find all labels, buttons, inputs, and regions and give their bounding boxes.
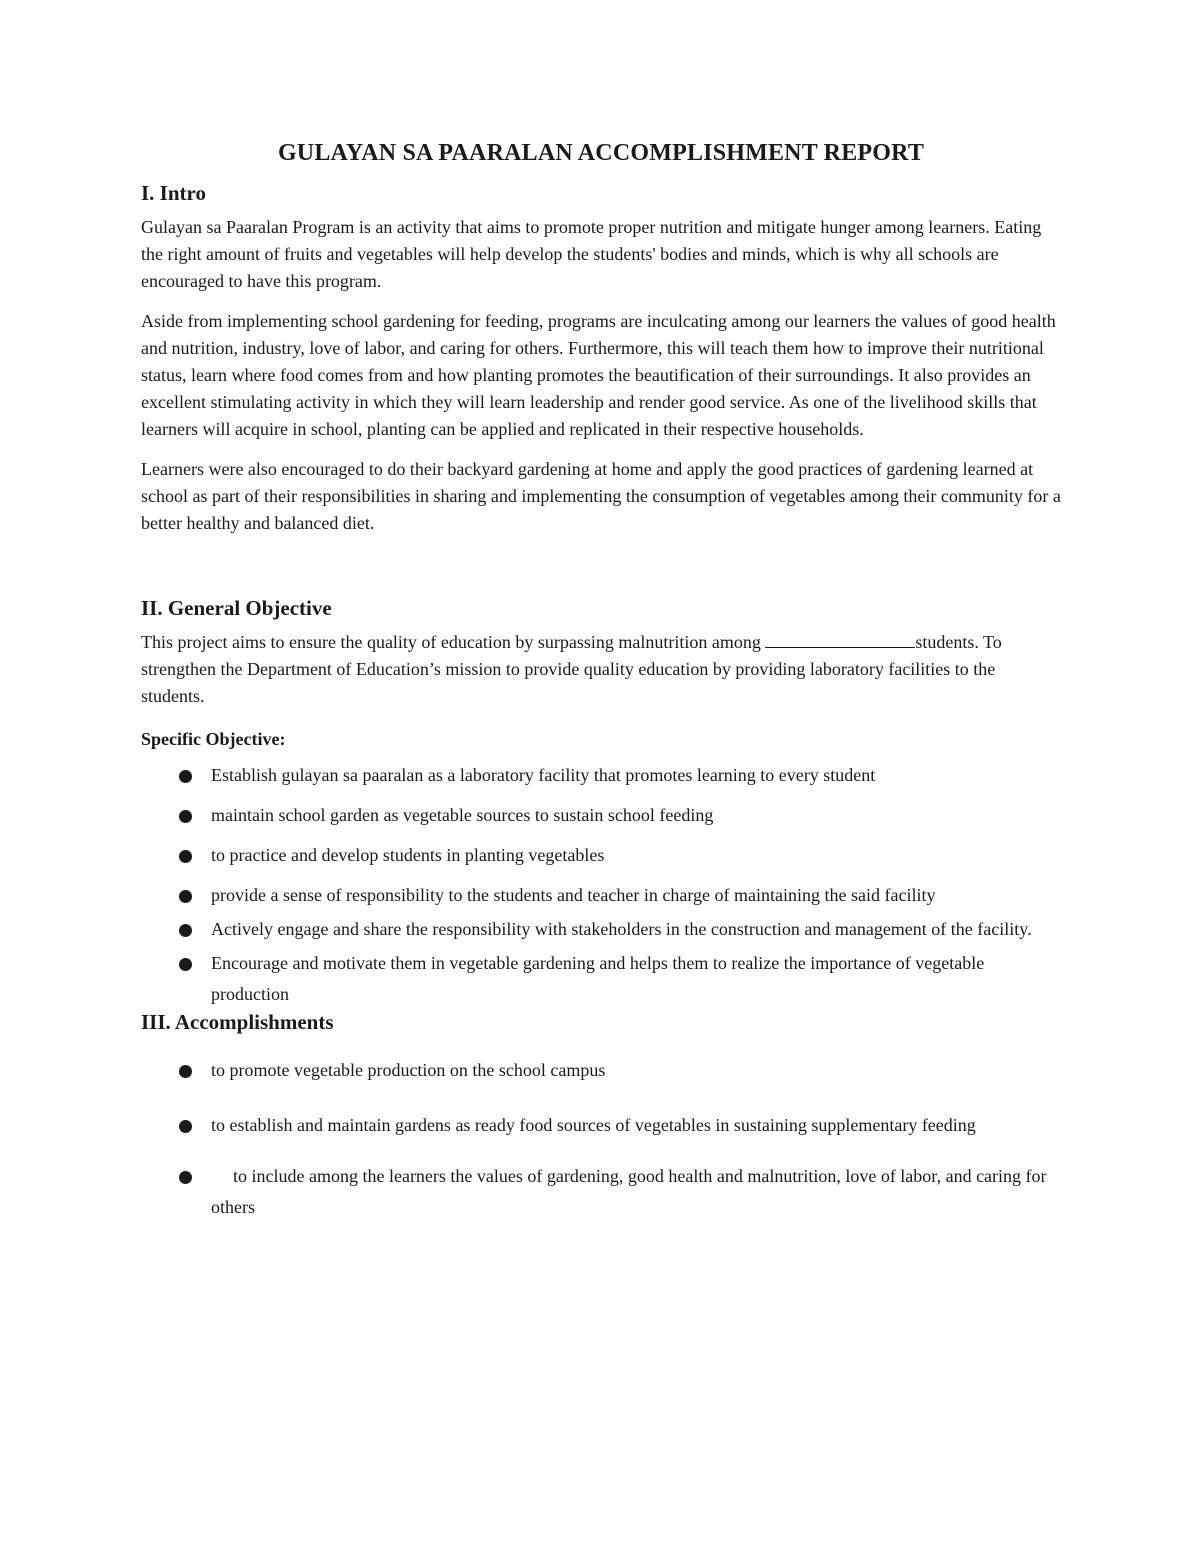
intro-paragraph-3: Learners were also encouraged to do their backyard gardening at home and apply the good practices of gardening learned at school as part of their responsibilities in sharing and implementing the consumption of vegetables among their community for a better healthy and balanced diet.: [141, 459, 1061, 533]
list-item: to establish and maintain gardens as ready food sources of vegetables in sustaining supplementary feeding: [141, 1110, 1061, 1141]
bullet-icon: [179, 890, 192, 903]
general-objective-text-start: This project aims to ensure the quality of education by surpassing malnutrition among: [141, 632, 761, 652]
list-item: to promote vegetable production on the school campus: [141, 1055, 1061, 1086]
bullet-icon: [179, 924, 192, 937]
section-heading-accomplishments: III. Accomplishments: [141, 1010, 334, 1034]
general-objective-text-end: students. To strengthen the Department of Education’s mission to provide quality education by providing laboratory facilities to the students.: [141, 632, 1002, 706]
bullet-icon: [179, 850, 192, 863]
specific-objectives-list: [141, 760, 1061, 1010]
bullet-icon: [179, 1171, 192, 1184]
bullet-icon: [179, 810, 192, 823]
list-item: provide a sense of responsibility to the students and teacher in charge of maintaining the said facility: [141, 880, 1061, 911]
fill-in-blank: [765, 629, 915, 648]
list-item: Actively engage and share the responsibility with stakeholders in the construction and management of the facility.: [141, 914, 1061, 945]
document-page: [141, 140, 1061, 1223]
bullet-icon: [179, 770, 192, 783]
document-title: GULAYAN SA PAARALAN ACCOMPLISHMENT REPORT: [277, 140, 925, 166]
general-objective-paragraph: [141, 629, 1061, 710]
bullet-icon: [179, 1065, 192, 1078]
accomplishments-list: [141, 1055, 1061, 1223]
list-item: maintain school garden as vegetable sources to sustain school feeding: [141, 800, 1061, 831]
section-heading-intro: I. Intro: [141, 181, 206, 205]
list-item: Establish gulayan sa paaralan as a laboratory facility that promotes learning to every student: [141, 760, 1061, 791]
list-item: to practice and develop students in planting vegetables: [141, 840, 1061, 871]
bullet-icon: [179, 958, 192, 971]
bullet-icon: [179, 1120, 192, 1133]
intro-paragraph-1: Gulayan sa Paaralan Program is an activity that aims to promote proper nutrition and mitigate hunger among learners. Eating the right amount of fruits and vegetables will help develop the students' bodies and minds, which is why all schools are encouraged to have this program.: [141, 217, 1042, 291]
list-item: Encourage and motivate them in vegetable gardening and helps them to realize the importance of vegetable production: [141, 948, 1061, 1010]
section-heading-general-objective: II. General Objective: [141, 596, 332, 620]
specific-objective-heading: Specific Objective:: [141, 729, 286, 749]
intro-paragraph-2: Aside from implementing school gardening for feeding, programs are inculcating among our learners the values of good health and nutrition, industry, love of labor, and caring for others. Furthermore, this will teach them how to improve their nutritional status, learn where food comes from and how planting promotes the beautification of their surroundings. It also provides an excellent stimulating activity in which they will learn leadership and render good service. As one of the livelihood skills that learners will acquire in school, planting can be applied and replicated in their respective households.: [141, 311, 1056, 439]
list-item: to include among the learners the values of gardening, good health and malnutrition, love of labor, and caring for others: [141, 1161, 1061, 1223]
